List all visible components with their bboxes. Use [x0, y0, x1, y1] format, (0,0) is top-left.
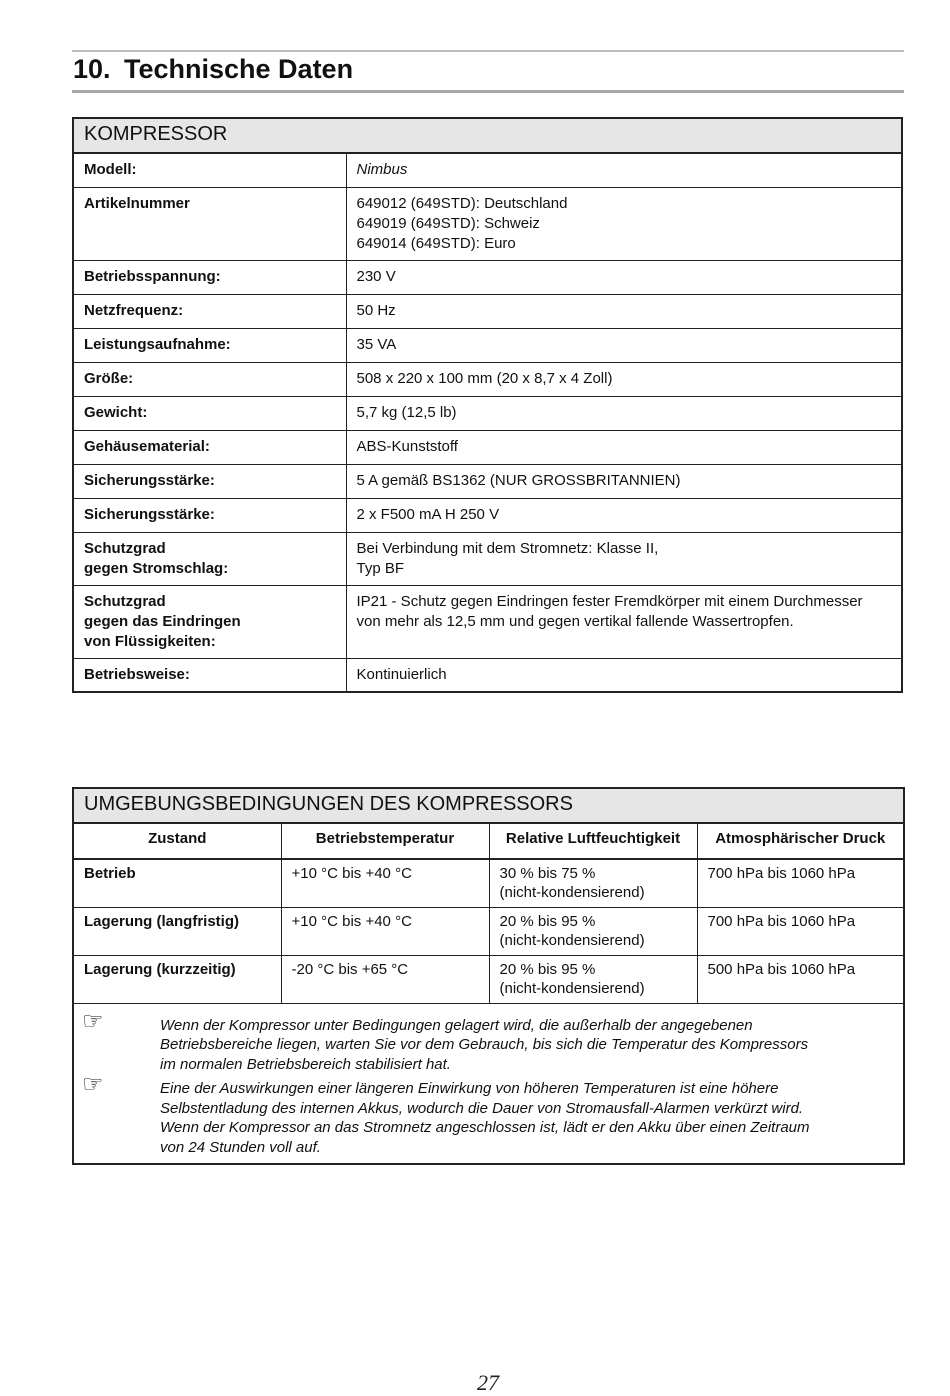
- row-label: [73, 532, 346, 585]
- value-line: 30 % bis 75 %: [499, 865, 596, 882]
- value-line: (nicht-kondensierend): [499, 931, 645, 949]
- row-label: Netzfrequenz:: [73, 294, 346, 328]
- value-line: 20 % bis 95 %: [499, 960, 596, 978]
- value-line: IP21 - Schutz gegen Eindringen fester Fremdkörper mit einem Durchmesser: [356, 592, 863, 610]
- table-row: [73, 532, 902, 585]
- value-line: 20 % bis 95 %: [499, 912, 596, 930]
- cell-feuchtigkeit: [489, 859, 697, 907]
- heading-title: Technische Daten: [124, 54, 354, 84]
- value-line: Typ BF: [356, 559, 405, 577]
- note-line: Wenn der Kompressor an das Stromnetz angeschlossen ist, lädt er den Akku über einen Zeitraum: [160, 1119, 810, 1136]
- header-row: [73, 823, 904, 859]
- table-row: [73, 328, 902, 362]
- heading-top-rule: [72, 50, 904, 52]
- value-line: 649014 (649STD): Euro: [356, 234, 516, 252]
- row-label: Betriebsspannung:: [73, 260, 346, 294]
- row-value: 50 Hz: [346, 294, 902, 328]
- row-label: Sicherungsstärke:: [73, 464, 346, 498]
- table-row: [73, 658, 902, 692]
- value-line: (nicht-kondensierend): [499, 884, 645, 901]
- note-line: Selbstentladung des internen Akkus, wodurch die Dauer von Stromausfall-Alarmen verkürzt wird.: [160, 1099, 804, 1117]
- cell-druck: 700 hPa bis 1060 hPa: [697, 907, 904, 955]
- note-line: von 24 Stunden voll auf.: [160, 1138, 321, 1156]
- label-line: gegen Stromschlag:: [84, 559, 229, 577]
- row-label: Leistungsaufnahme:: [73, 328, 346, 362]
- note-line: im normalen Betriebsbereich stabilisiert hat.: [160, 1055, 451, 1073]
- pointing-hand-icon: ☞: [82, 1071, 104, 1098]
- note-line: Betriebsbereiche liegen, warten Sie vor dem Gebrauch, bis sich die Temperatur des Kompressors: [160, 1036, 809, 1053]
- row-label: Artikelnummer: [73, 187, 346, 260]
- table-row: [73, 859, 904, 907]
- column-header: Betriebstemperatur: [281, 823, 489, 859]
- note: [74, 1007, 903, 1075]
- row-value: 35 VA: [346, 328, 902, 362]
- value-line: (nicht-kondensierend): [499, 979, 645, 997]
- row-value: Kontinuierlich: [346, 658, 902, 692]
- cell-druck: 700 hPa bis 1060 hPa: [697, 859, 904, 907]
- table-row: [73, 498, 902, 532]
- row-label: Betriebsweise:: [73, 658, 346, 692]
- label-line: Schutzgrad: [84, 592, 166, 610]
- table-row: [73, 955, 904, 1003]
- row-value: 2 x F500 mA H 250 V: [346, 498, 902, 532]
- row-label: Modell:: [73, 153, 346, 187]
- page-heading: [73, 54, 353, 85]
- row-value: 230 V: [346, 260, 902, 294]
- cell-temperatur: -20 °C bis +65 °C: [281, 955, 489, 1003]
- cell-feuchtigkeit: [489, 907, 697, 955]
- value-line: 649019 (649STD): Schweiz: [356, 214, 540, 232]
- table-row: [73, 153, 902, 187]
- umgebung-table: [72, 787, 905, 1165]
- umgebung-title: UMGEBUNGSBEDINGUNGEN DES KOMPRESSORS: [73, 788, 904, 823]
- kompressor-title: KOMPRESSOR: [73, 118, 902, 153]
- cell-zustand: Lagerung (langfristig): [73, 907, 281, 955]
- heading-number: 10.: [73, 54, 111, 84]
- column-header: Relative Luftfeuchtigkeit: [489, 823, 697, 859]
- note-line: Eine der Auswirkungen einer längeren Einwirkung von höheren Temperaturen ist eine höhere: [160, 1080, 779, 1097]
- row-value: 5,7 kg (12,5 lb): [346, 396, 902, 430]
- table-row: [73, 907, 904, 955]
- row-value: 508 x 220 x 100 mm (20 x 8,7 x 4 Zoll): [346, 362, 902, 396]
- heading-bottom-rule: [72, 90, 904, 93]
- notes-cell: [73, 1003, 904, 1164]
- label-line: gegen das Eindringen: [84, 612, 241, 630]
- row-label: Gewicht:: [73, 396, 346, 430]
- kompressor-table: [72, 117, 903, 693]
- cell-druck: 500 hPa bis 1060 hPa: [697, 955, 904, 1003]
- row-value: [346, 585, 902, 658]
- cell-zustand: Betrieb: [73, 859, 281, 907]
- cell-feuchtigkeit: [489, 955, 697, 1003]
- label-line: Schutzgrad: [84, 539, 166, 557]
- row-value: Nimbus: [346, 153, 902, 187]
- row-label: Größe:: [73, 362, 346, 396]
- cell-temperatur: +10 °C bis +40 °C: [281, 859, 489, 907]
- value-line: Bei Verbindung mit dem Stromnetz: Klasse II,: [356, 539, 659, 557]
- table-row: [73, 430, 902, 464]
- value-line: von mehr als 12,5 mm und gegen vertikal fallende Wassertropfen.: [356, 612, 794, 630]
- table-row: [73, 396, 902, 430]
- table-row: [73, 260, 902, 294]
- row-label: Gehäusematerial:: [73, 430, 346, 464]
- column-header: Zustand: [73, 823, 281, 859]
- table-row: [73, 294, 902, 328]
- note-line: Wenn der Kompressor unter Bedingungen gelagert wird, die außerhalb der angegebenen: [160, 1016, 753, 1034]
- row-value: [346, 187, 902, 260]
- cell-temperatur: +10 °C bis +40 °C: [281, 907, 489, 955]
- row-value: 5 A gemäß BS1362 (NUR GROSSBRITANNIEN): [346, 464, 902, 498]
- table-row: [73, 187, 902, 260]
- column-header: Atmosphärischer Druck: [697, 823, 904, 859]
- label-line: von Flüssigkeiten:: [84, 632, 216, 650]
- cell-zustand: Lagerung (kurzzeitig): [73, 955, 281, 1003]
- table-row: [73, 464, 902, 498]
- value-line: 649012 (649STD): Deutschland: [356, 194, 568, 212]
- row-value: [346, 532, 902, 585]
- pointing-hand-icon: ☞: [82, 1007, 104, 1035]
- page-number: 27: [477, 1370, 499, 1395]
- row-label: [73, 585, 346, 658]
- note: [74, 1071, 903, 1157]
- table-row: [73, 585, 902, 658]
- row-label: Sicherungsstärke:: [73, 498, 346, 532]
- row-value: ABS-Kunststoff: [346, 430, 902, 464]
- table-row: [73, 362, 902, 396]
